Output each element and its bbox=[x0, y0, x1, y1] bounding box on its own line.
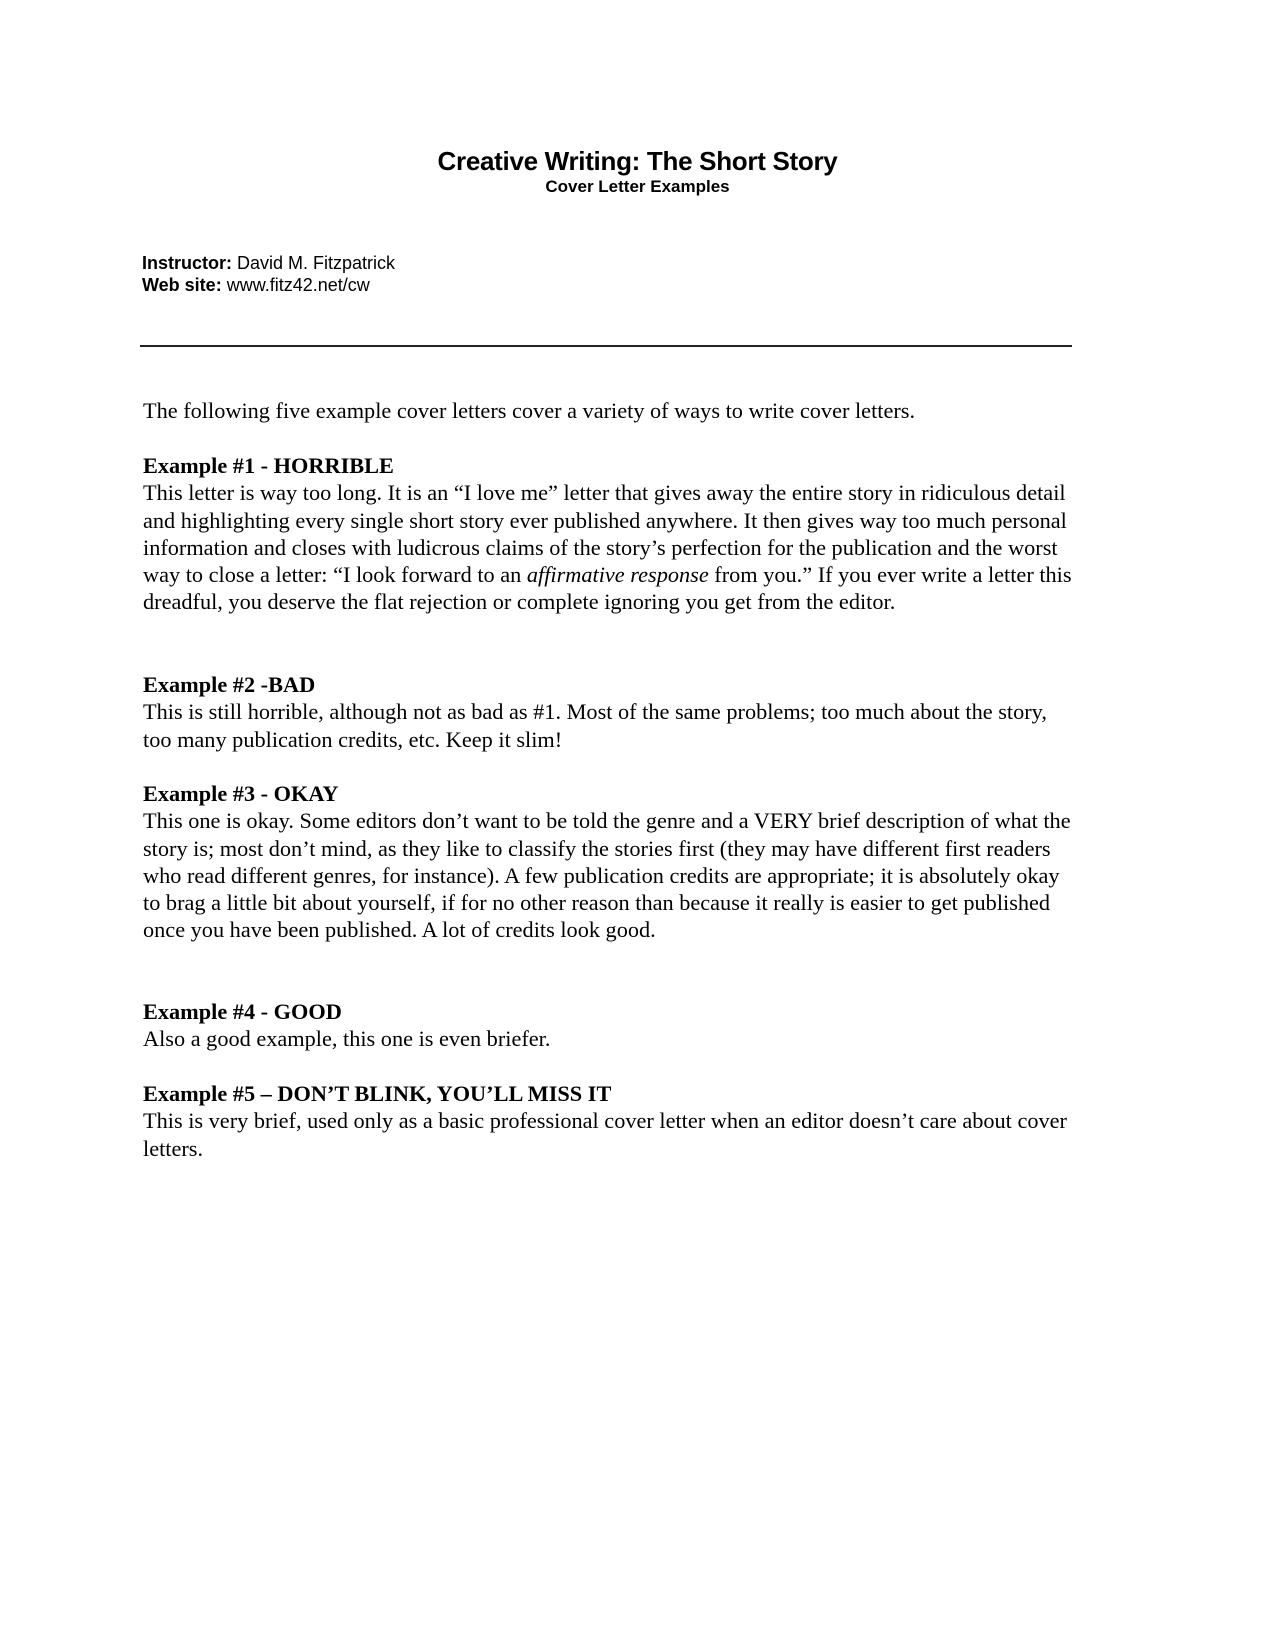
example-section-4 bbox=[143, 998, 1078, 1053]
instructor-line bbox=[142, 252, 395, 274]
intro-paragraph bbox=[143, 397, 1078, 424]
description-text: from you.” If you ever write a letter this dreadful, you deserve the flat rejection or complete ignoring you get from the editor. bbox=[143, 562, 1072, 615]
example-section-5 bbox=[143, 1080, 1078, 1162]
instructor-label: Instructor: bbox=[142, 253, 232, 273]
emphasis-text: affirmative response bbox=[526, 562, 709, 588]
instructor-name: David M. Fitzpatrick bbox=[237, 253, 396, 273]
example-section-3 bbox=[143, 780, 1078, 944]
example-section-1 bbox=[143, 452, 1078, 616]
example-heading: Example #3 - OKAY bbox=[143, 781, 339, 806]
website-url: www.fitz42.net/cw bbox=[226, 275, 370, 295]
example-description: This is still horrible, although not as bad as #1. Most of the same problems; too much about the story, too many publication credits, etc. Keep it slim! bbox=[143, 699, 1047, 752]
example-heading: Example #5 – DON’T BLINK, YOU’LL MISS IT bbox=[143, 1081, 612, 1106]
example-description: This one is okay. Some editors don’t want to be told the genre and a VERY brief description of what the story is; most don’t mind, as they like to classify the stories first (they may have different first readers who read different genres, for instance). A few publication credits are appropriate; it is absolutely okay to brag a little bit about yourself, if for no other reason than because it really is easier to get published once you have been published. A lot of credits look good. bbox=[143, 808, 1071, 943]
example-heading: Example #1 - HORRIBLE bbox=[143, 453, 394, 478]
horizontal-divider bbox=[140, 345, 1072, 347]
example-heading: Example #2 -BAD bbox=[143, 672, 316, 697]
website-line bbox=[142, 274, 370, 296]
description-text: This letter is way too long. It is an “I love me” letter that gives away the entire story in ridiculous detail and highlighting every single short story ever published anywhere. It then gives way too much personal information and closes with ludicrous claims of the story’s perfection for the publication and the worst way to close a letter: “I look forward to an bbox=[143, 480, 1067, 588]
website-label: Web site: bbox=[142, 275, 222, 295]
example-description: Also a good example, this one is even briefer. bbox=[143, 1026, 551, 1052]
intro-text: The following five example cover letters cover a variety of ways to write cover letters. bbox=[143, 398, 916, 423]
example-description bbox=[143, 479, 1078, 615]
example-section-2 bbox=[143, 671, 1078, 753]
example-heading: Example #4 - GOOD bbox=[143, 999, 342, 1024]
example-description: This is very brief, used only as a basic professional cover letter when an editor doesn’t care about cover letters. bbox=[143, 1108, 1067, 1161]
document-subtitle: Cover Letter Examples bbox=[545, 177, 730, 196]
document-title: Creative Writing: The Short Story bbox=[437, 146, 838, 176]
